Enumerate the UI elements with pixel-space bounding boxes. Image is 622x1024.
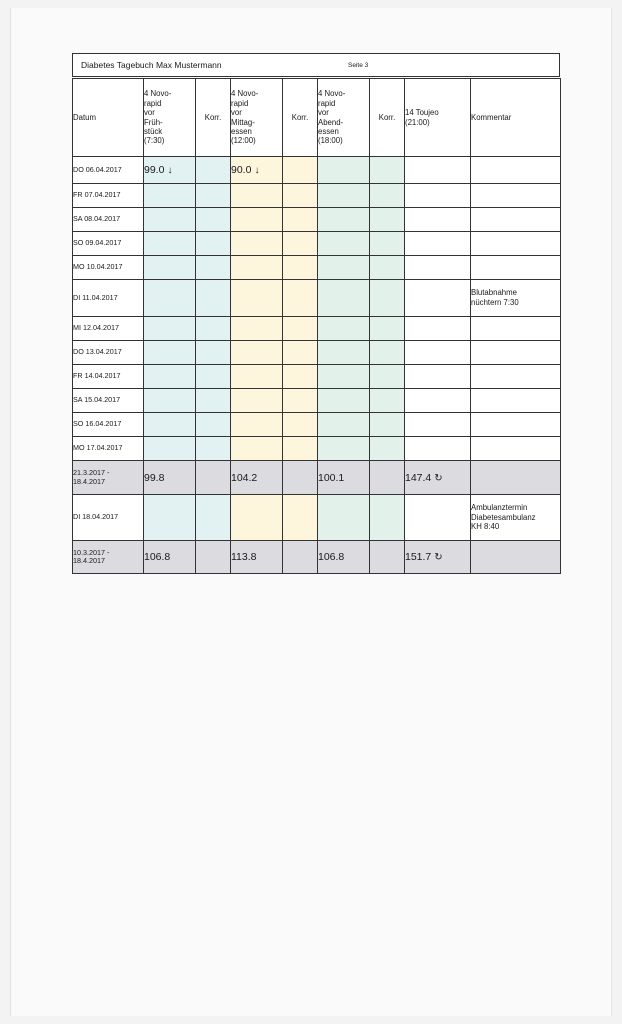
korr-lunch-cell [283,389,318,413]
date-cell [73,341,144,365]
lunch-cell [231,461,283,495]
comment-cell [471,541,561,574]
korr-breakfast-cell [196,495,231,541]
korr-breakfast-cell [196,232,231,256]
comment-cell [471,317,561,341]
toujeo-cell [405,389,471,413]
comment-cell [471,495,561,541]
table-row [73,389,561,413]
lunch-cell [231,365,283,389]
table-row [73,208,561,232]
date-cell [73,157,144,184]
date-cell-value: MO 10.04.2017 [73,262,123,272]
korr-dinner-cell [370,541,405,574]
breakfast-cell [144,413,196,437]
header-lunch: 4 Novo- rapid vor Mittag- essen (12:00) [231,79,283,157]
breakfast-cell [144,232,196,256]
date-cell-value: SO 16.04.2017 [73,419,122,429]
lunch-cell [231,256,283,280]
table-row [73,232,561,256]
table-row [73,341,561,365]
date-cell-value: FR 07.04.2017 [73,190,121,200]
korr-breakfast-cell [196,256,231,280]
toujeo-cell-value: 151.7 [405,551,432,563]
header-date: Datum [73,79,144,157]
date-cell-value: DO 06.04.2017 [73,164,122,174]
refresh-icon: ↻ [434,552,443,563]
date-cell-value: MO 17.04.2017 [73,443,123,453]
toujeo-cell [405,341,471,365]
date-cell-value: FR 14.04.2017 [73,371,121,381]
korr-dinner-cell [370,317,405,341]
lunch-cell [231,413,283,437]
date-cell-value: DO 13.04.2017 [73,347,122,357]
breakfast-cell [144,280,196,317]
breakfast-cell [144,437,196,461]
toujeo-cell [405,495,471,541]
dinner-cell [318,184,370,208]
korr-breakfast-cell [196,461,231,495]
dinner-cell [318,157,370,184]
korr-lunch-cell [283,280,318,317]
comment-cell [471,413,561,437]
header-comment: Kommentar [471,79,561,157]
refresh-icon: ↻ [434,472,443,484]
toujeo-cell [405,256,471,280]
table-row [73,437,561,461]
lunch-cell [231,389,283,413]
dinner-cell [318,541,370,574]
korr-lunch-cell [283,341,318,365]
date-cell-value: DI 11.04.2017 [73,292,118,302]
korr-breakfast-cell [196,157,231,184]
date-cell [73,232,144,256]
korr-dinner-cell [370,495,405,541]
breakfast-cell [144,495,196,541]
lunch-cell [231,208,283,232]
date-cell-value: MI 12.04.2017 [73,323,119,333]
dinner-cell [318,365,370,389]
comment-cell [471,365,561,389]
date-cell-value: DI 18.04.2017 [73,512,119,522]
date-cell [73,280,144,317]
table-row [73,157,561,184]
comment-cell [471,461,561,495]
summary-row [73,461,561,495]
dinner-cell-value: 106.8 [318,551,345,563]
toujeo-cell [405,232,471,256]
date-cell [73,184,144,208]
header-breakfast: 4 Novo- rapid vor Früh- stück (7:30) [144,79,196,157]
korr-lunch-cell [283,495,318,541]
arrow-down-icon: ↓ [254,165,260,176]
date-cell [73,541,144,574]
dinner-cell [318,461,370,495]
comment-cell [471,341,561,365]
breakfast-cell-value: 106.8 [144,551,171,563]
date-cell [73,256,144,280]
diary-body [73,157,561,574]
toujeo-cell [405,208,471,232]
lunch-cell [231,157,283,184]
korr-lunch-cell [283,365,318,389]
breakfast-cell [144,341,196,365]
date-cell [73,389,144,413]
korr-lunch-cell [283,437,318,461]
summary-row [73,541,561,574]
lunch-cell [231,280,283,317]
dinner-cell [318,495,370,541]
dinner-cell [318,437,370,461]
breakfast-cell [144,317,196,341]
comment-cell [471,280,561,317]
dinner-cell [318,208,370,232]
lunch-cell [231,437,283,461]
korr-breakfast-cell [196,437,231,461]
toujeo-cell [405,413,471,437]
korr-breakfast-cell [196,208,231,232]
korr-breakfast-cell [196,341,231,365]
comment-cell [471,208,561,232]
date-cell-value: SO 09.04.2017 [73,238,122,248]
lunch-cell-value: 113.8 [231,551,257,563]
date-cell [73,437,144,461]
toujeo-cell [405,184,471,208]
dinner-cell [318,413,370,437]
korr-lunch-cell [283,413,318,437]
toujeo-cell [405,365,471,389]
header-toujeo: 14 Toujeo (21:00) [405,79,471,157]
dinner-cell-value: 100.1 [318,471,345,484]
date-cell [73,413,144,437]
korr-lunch-cell [283,184,318,208]
date-cell [73,365,144,389]
korr-dinner-cell [370,232,405,256]
header-dinner: 4 Novo- rapid vor Abend- essen (18:00) [318,79,370,157]
korr-breakfast-cell [196,389,231,413]
korr-dinner-cell [370,280,405,317]
korr-breakfast-cell [196,184,231,208]
lunch-cell [231,232,283,256]
korr-dinner-cell [370,389,405,413]
breakfast-cell [144,157,196,184]
toujeo-cell [405,541,471,574]
comment-cell [471,184,561,208]
page-number: Seite 3 [348,62,369,69]
comment-cell-value: Blutabnahme nüchtern 7:30 [471,288,519,307]
dinner-cell [318,256,370,280]
arrow-down-icon: ↓ [167,165,173,176]
table-row [73,184,561,208]
korr-dinner-cell [370,341,405,365]
breakfast-cell [144,461,196,495]
lunch-cell [231,495,283,541]
korr-lunch-cell [283,232,318,256]
korr-breakfast-cell [196,365,231,389]
document-title: Diabetes Tagebuch Max Mustermann [81,60,222,70]
dinner-cell [318,232,370,256]
comment-cell [471,232,561,256]
table-row [73,413,561,437]
breakfast-cell [144,184,196,208]
lunch-cell [231,184,283,208]
table-row [73,256,561,280]
header-korr-lunch: Korr. [283,79,318,157]
lunch-cell [231,317,283,341]
header-korr-breakfast: Korr. [196,79,231,157]
header-korr-dinner: Korr. [370,79,405,157]
korr-lunch-cell [283,541,318,574]
date-cell [73,495,144,541]
date-cell [73,461,144,495]
date-cell [73,208,144,232]
table-row [73,280,561,317]
lunch-cell-value: 90.0 [231,164,252,176]
comment-cell [471,157,561,184]
breakfast-cell [144,541,196,574]
table-row [73,495,561,541]
breakfast-cell-value: 99.8 [144,471,165,484]
toujeo-cell [405,157,471,184]
korr-lunch-cell [283,256,318,280]
date-cell-value: 21.3.2017 - 18.4.2017 [73,468,110,486]
date-cell-value: SA 08.04.2017 [73,214,121,224]
breakfast-cell-value: 99.0 [144,164,165,176]
date-cell [73,317,144,341]
dinner-cell [318,317,370,341]
toujeo-cell [405,461,471,495]
toujeo-cell-value: 147.4 [405,471,432,484]
date-cell-value: SA 15.04.2017 [73,395,121,405]
comment-cell [471,437,561,461]
dinner-cell [318,389,370,413]
toujeo-cell [405,317,471,341]
date-cell-value: 10.3.2017 - 18.4.2017 [73,547,110,565]
dinner-cell [318,341,370,365]
korr-dinner-cell [370,365,405,389]
korr-breakfast-cell [196,317,231,341]
comment-cell-value: Ambulanztermin Diabetesambulanz KH 8:40 [471,502,536,532]
breakfast-cell [144,389,196,413]
diary-title-box [72,53,560,77]
toujeo-cell [405,280,471,317]
table-header-row [73,79,561,157]
korr-breakfast-cell [196,541,231,574]
korr-breakfast-cell [196,280,231,317]
korr-lunch-cell [283,157,318,184]
table-row [73,317,561,341]
korr-dinner-cell [370,437,405,461]
korr-dinner-cell [370,461,405,495]
toujeo-cell [405,437,471,461]
korr-breakfast-cell [196,413,231,437]
comment-cell [471,389,561,413]
dinner-cell [318,280,370,317]
korr-dinner-cell [370,256,405,280]
breakfast-cell [144,365,196,389]
korr-dinner-cell [370,413,405,437]
table-row [73,365,561,389]
korr-dinner-cell [370,184,405,208]
lunch-cell [231,341,283,365]
korr-lunch-cell [283,461,318,495]
korr-lunch-cell [283,317,318,341]
breakfast-cell [144,208,196,232]
lunch-cell-value: 104.2 [231,471,258,484]
korr-dinner-cell [370,157,405,184]
diabetes-diary-table [72,78,561,574]
korr-lunch-cell [283,208,318,232]
lunch-cell [231,541,283,574]
breakfast-cell [144,256,196,280]
comment-cell [471,256,561,280]
korr-dinner-cell [370,208,405,232]
